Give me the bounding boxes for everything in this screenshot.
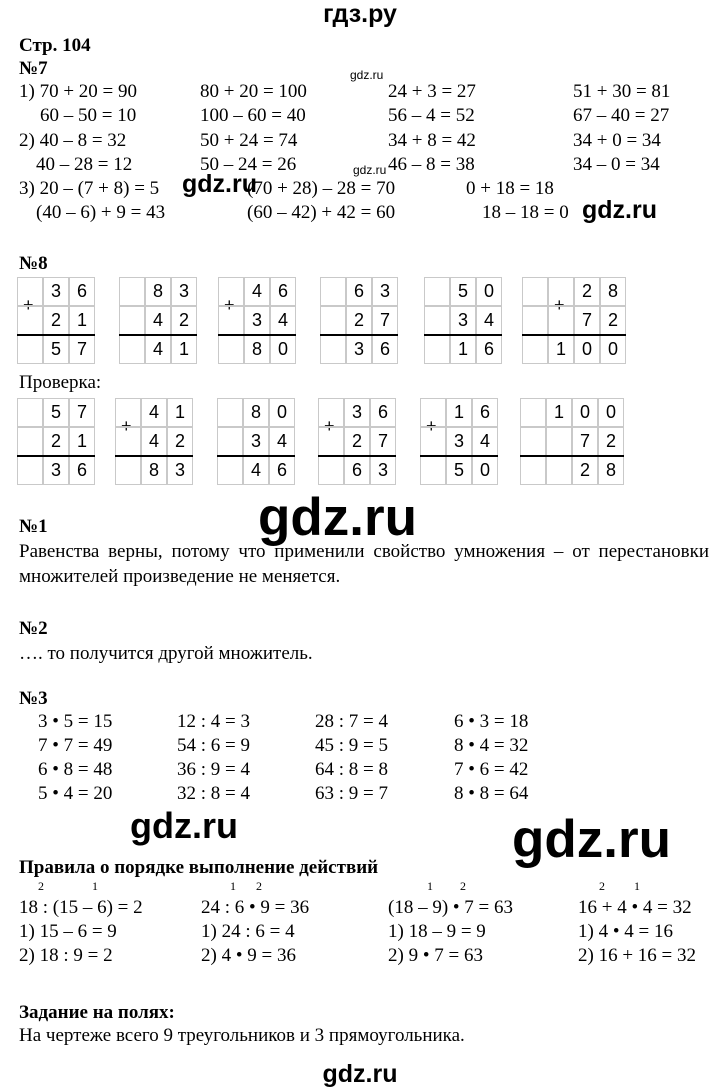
digit-cell: 4 — [244, 277, 270, 306]
equation: 5 • 4 = 20 — [38, 783, 113, 804]
digit-cell: 0 — [574, 335, 600, 364]
watermark: gdz.ru — [582, 196, 657, 224]
step: 2) 18 : 9 = 2 — [19, 945, 113, 966]
digit-cell: 4 — [141, 427, 167, 456]
equation: 6 • 3 = 18 — [454, 711, 529, 732]
equation: 18 – 18 = 0 — [482, 202, 569, 223]
equation: 45 : 9 = 5 — [315, 735, 388, 756]
digit-cell: 2 — [574, 277, 600, 306]
blank-cell — [115, 427, 141, 456]
digit-cell: 2 — [600, 306, 626, 335]
blank-cell — [218, 277, 244, 306]
digit-cell: 1 — [171, 335, 197, 364]
blank-cell — [420, 427, 446, 456]
sum-line — [522, 334, 626, 336]
task-2-title: №2 — [19, 618, 48, 639]
digit-cell: 2 — [344, 427, 370, 456]
digit-cell: 2 — [167, 427, 193, 456]
digit-cell: 5 — [450, 277, 476, 306]
blank-cell — [424, 335, 450, 364]
task-8-title: №8 — [19, 253, 48, 274]
blank-cell — [424, 306, 450, 335]
digit-cell: 8 — [600, 277, 626, 306]
margin-task-text: На чертеже всего 9 треугольников и 3 прямоугольника. — [19, 1025, 465, 1046]
digit-cell — [548, 277, 574, 306]
task-1-title: №1 — [19, 516, 48, 537]
blank-cell — [520, 456, 546, 485]
blank-cell — [217, 398, 243, 427]
digit-cell: 3 — [43, 277, 69, 306]
digit-cell: 2 — [43, 427, 69, 456]
blank-cell — [17, 427, 43, 456]
equation: 67 – 40 = 27 — [573, 105, 670, 126]
order-mark: 2 — [599, 879, 605, 893]
operator: - — [430, 295, 436, 315]
digit-cell: 5 — [43, 398, 69, 427]
digit-cell: 4 — [141, 398, 167, 427]
step: 2) 16 + 16 = 32 — [578, 945, 697, 966]
digit-cell: 3 — [171, 277, 197, 306]
equation: 12 : 4 = 3 — [177, 711, 250, 732]
expression: 16 + 4 • 4 = 32 — [578, 897, 692, 918]
digit-cell: 3 — [370, 456, 396, 485]
equation: 7 • 7 = 49 — [38, 735, 113, 756]
blank-cell — [218, 306, 244, 335]
blank-cell — [318, 456, 344, 485]
digit-cell: 0 — [269, 398, 295, 427]
watermark: gdz.ru — [258, 488, 417, 547]
digit-cell: 7 — [69, 398, 95, 427]
equation: 50 – 24 = 26 — [200, 154, 297, 175]
equation: 0 + 18 = 18 — [466, 178, 554, 199]
equation: 24 + 3 = 27 — [388, 81, 476, 102]
operator: - — [125, 295, 131, 315]
digit-cell: 8 — [598, 456, 624, 485]
blank-cell — [115, 456, 141, 485]
sum-line — [218, 334, 296, 336]
digit-cell: 1 — [167, 398, 193, 427]
equation: 34 + 0 = 34 — [573, 130, 661, 151]
digit-cell: 4 — [472, 427, 498, 456]
watermark: gdz.ru — [182, 170, 257, 198]
digit-cell: 1 — [69, 427, 95, 456]
digit-cell: 3 — [344, 398, 370, 427]
site-header: гдз.ру — [323, 0, 397, 28]
page-label: Стр. 104 — [19, 35, 91, 56]
equation: 3 • 5 = 15 — [38, 711, 113, 732]
equation: 8 • 8 = 64 — [454, 783, 529, 804]
equation: 3) 20 – (7 + 8) = 5 — [19, 178, 160, 199]
expression: 18 : (15 – 6) = 2 — [19, 897, 143, 918]
blank-cell — [522, 335, 548, 364]
sum-line — [520, 455, 624, 457]
equation: 46 – 8 = 38 — [388, 154, 475, 175]
blank-cell — [17, 335, 43, 364]
digit-cell: 1 — [69, 306, 95, 335]
digit-cell: 6 — [372, 335, 398, 364]
sum-line — [115, 455, 193, 457]
equation: 7 • 6 = 42 — [454, 759, 529, 780]
digit-cell: 0 — [476, 277, 502, 306]
equation: (60 – 42) + 42 = 60 — [247, 202, 396, 223]
blank-cell — [217, 456, 243, 485]
margin-task-title: Задание на полях: — [19, 1002, 175, 1023]
blank-cell — [17, 398, 43, 427]
blank-cell — [520, 427, 546, 456]
equation: 60 – 50 = 10 — [40, 105, 137, 126]
blank-cell — [424, 277, 450, 306]
sum-line — [17, 455, 95, 457]
watermark-small: gdz.ru — [350, 68, 384, 82]
task-2-text: …. то получится другой множитель. — [19, 643, 313, 664]
watermark: gdz.ru — [512, 810, 671, 869]
digit-cell: 2 — [171, 306, 197, 335]
digit-cell: 4 — [243, 456, 269, 485]
blank-cell — [119, 277, 145, 306]
digit-cell: 6 — [476, 335, 502, 364]
blank-cell — [522, 277, 548, 306]
digit-cell: 4 — [269, 427, 295, 456]
digit-cell: 2 — [598, 427, 624, 456]
blank-cell — [420, 456, 446, 485]
equation: 54 : 6 = 9 — [177, 735, 250, 756]
order-mark: 2 — [460, 879, 466, 893]
equation: 51 + 30 = 81 — [573, 81, 671, 102]
digit-cell: 3 — [346, 335, 372, 364]
digit-cell: 3 — [43, 456, 69, 485]
operator: + — [224, 295, 235, 315]
equation: (40 – 6) + 9 = 43 — [36, 202, 166, 223]
digit-cell: 4 — [145, 306, 171, 335]
digit-cell: 8 — [141, 456, 167, 485]
operator: + — [121, 416, 132, 436]
digit-cell: 6 — [69, 456, 95, 485]
operator: - — [326, 295, 332, 315]
blank-cell — [17, 277, 43, 306]
equation: 2) 40 – 8 = 32 — [19, 130, 127, 151]
operator: + — [324, 416, 335, 436]
digit-cell: 8 — [145, 277, 171, 306]
equation: 6 • 8 = 48 — [38, 759, 113, 780]
blank-cell — [318, 398, 344, 427]
blank-cell — [115, 398, 141, 427]
digit-cell: 1 — [450, 335, 476, 364]
digit-cell — [548, 306, 574, 335]
digit-cell: 6 — [269, 456, 295, 485]
equation: 34 + 8 = 42 — [388, 130, 476, 151]
step: 2) 4 • 9 = 36 — [201, 945, 296, 966]
blank-cell — [420, 398, 446, 427]
order-mark: 1 — [92, 879, 98, 893]
step: 2) 9 • 7 = 63 — [388, 945, 483, 966]
digit-cell: 0 — [600, 335, 626, 364]
sum-line — [320, 334, 398, 336]
equation: 32 : 8 = 4 — [177, 783, 250, 804]
digit-cell: 2 — [43, 306, 69, 335]
expression: (18 – 9) • 7 = 63 — [388, 897, 514, 918]
digit-cell: 0 — [598, 398, 624, 427]
blank-cell — [17, 456, 43, 485]
digit-cell: 6 — [344, 456, 370, 485]
watermark: gdz.ru — [130, 805, 238, 846]
equation: 56 – 4 = 52 — [388, 105, 475, 126]
order-mark: 1 — [427, 879, 433, 893]
digit-cell: 6 — [270, 277, 296, 306]
digit-cell: 6 — [69, 277, 95, 306]
digit-cell: 3 — [446, 427, 472, 456]
digit-cell: 7 — [69, 335, 95, 364]
sum-line — [318, 455, 396, 457]
digit-cell — [546, 427, 572, 456]
step: 1) 15 – 6 = 9 — [19, 921, 117, 942]
sum-line — [420, 455, 498, 457]
digit-cell: 0 — [572, 398, 598, 427]
equation: 100 – 60 = 40 — [200, 105, 306, 126]
equation: 8 • 4 = 32 — [454, 735, 529, 756]
rules-title: Правила о порядке выполнение действий — [19, 857, 379, 878]
order-mark: 2 — [256, 879, 262, 893]
operator: - — [552, 416, 558, 436]
blank-cell — [520, 398, 546, 427]
task-7-title: №7 — [19, 58, 48, 79]
digit-cell: 0 — [472, 456, 498, 485]
equation: 64 : 8 = 8 — [315, 759, 388, 780]
blank-cell — [119, 306, 145, 335]
digit-cell: 4 — [476, 306, 502, 335]
digit-cell: 6 — [370, 398, 396, 427]
task-3-title: №3 — [19, 688, 48, 709]
digit-cell: 3 — [450, 306, 476, 335]
equation: 40 – 28 = 12 — [36, 154, 133, 175]
digit-cell: 1 — [548, 335, 574, 364]
digit-cell: 5 — [446, 456, 472, 485]
digit-cell: 2 — [346, 306, 372, 335]
equation: 34 – 0 = 34 — [573, 154, 660, 175]
equation: 80 + 20 = 100 — [200, 81, 307, 102]
digit-cell: 4 — [270, 306, 296, 335]
order-mark: 1 — [634, 879, 640, 893]
footer-watermark: gdz.ru — [322, 1060, 398, 1088]
step: 1) 24 : 6 = 4 — [201, 921, 295, 942]
blank-cell — [218, 335, 244, 364]
blank-cell — [318, 427, 344, 456]
check-label: Проверка: — [19, 372, 102, 393]
operator: + — [426, 416, 437, 436]
blank-cell — [320, 277, 346, 306]
order-mark: 1 — [230, 879, 236, 893]
digit-cell: 7 — [372, 306, 398, 335]
blank-cell — [119, 335, 145, 364]
equation: 1) 70 + 20 = 90 — [19, 81, 138, 102]
blank-cell — [320, 306, 346, 335]
operator: - — [223, 416, 229, 436]
expression: 24 : 6 • 9 = 36 — [201, 897, 310, 918]
operator: + — [554, 295, 565, 315]
equation: (70 + 28) – 28 = 70 — [247, 178, 396, 199]
digit-cell: 1 — [446, 398, 472, 427]
blank-cell — [17, 306, 43, 335]
digit-cell: 3 — [244, 306, 270, 335]
digit-cell: 3 — [372, 277, 398, 306]
digit-cell: 7 — [572, 427, 598, 456]
sum-line — [424, 334, 502, 336]
blank-cell — [217, 427, 243, 456]
step: 1) 4 • 4 = 16 — [578, 921, 673, 942]
step: 1) 18 – 9 = 9 — [388, 921, 486, 942]
digit-cell: 8 — [243, 398, 269, 427]
digit-cell — [546, 456, 572, 485]
equation: 28 : 7 = 4 — [315, 711, 388, 732]
digit-cell: 5 — [43, 335, 69, 364]
digit-cell: 7 — [370, 427, 396, 456]
operator: - — [23, 416, 29, 436]
watermark-small: gdz.ru — [353, 163, 387, 177]
digit-cell: 8 — [244, 335, 270, 364]
digit-cell: 2 — [572, 456, 598, 485]
sum-line — [119, 334, 197, 336]
digit-cell: 0 — [270, 335, 296, 364]
order-mark: 2 — [38, 879, 44, 893]
digit-cell: 4 — [145, 335, 171, 364]
sum-line — [217, 455, 295, 457]
equation: 50 + 24 = 74 — [200, 130, 298, 151]
digit-cell: 3 — [167, 456, 193, 485]
digit-cell: 3 — [243, 427, 269, 456]
digit-cell: 6 — [472, 398, 498, 427]
blank-cell — [320, 335, 346, 364]
blank-cell — [522, 306, 548, 335]
equation: 36 : 9 = 4 — [177, 759, 250, 780]
equation: 63 : 9 = 7 — [315, 783, 388, 804]
digit-cell: 1 — [546, 398, 572, 427]
operator: + — [23, 295, 34, 315]
task-1-text: Равенства верны, потому что применили свойство умножения – от перестановки множителей произведение не меняется. — [19, 541, 709, 587]
digit-cell: 6 — [346, 277, 372, 306]
sum-line — [17, 334, 95, 336]
digit-cell: 7 — [574, 306, 600, 335]
